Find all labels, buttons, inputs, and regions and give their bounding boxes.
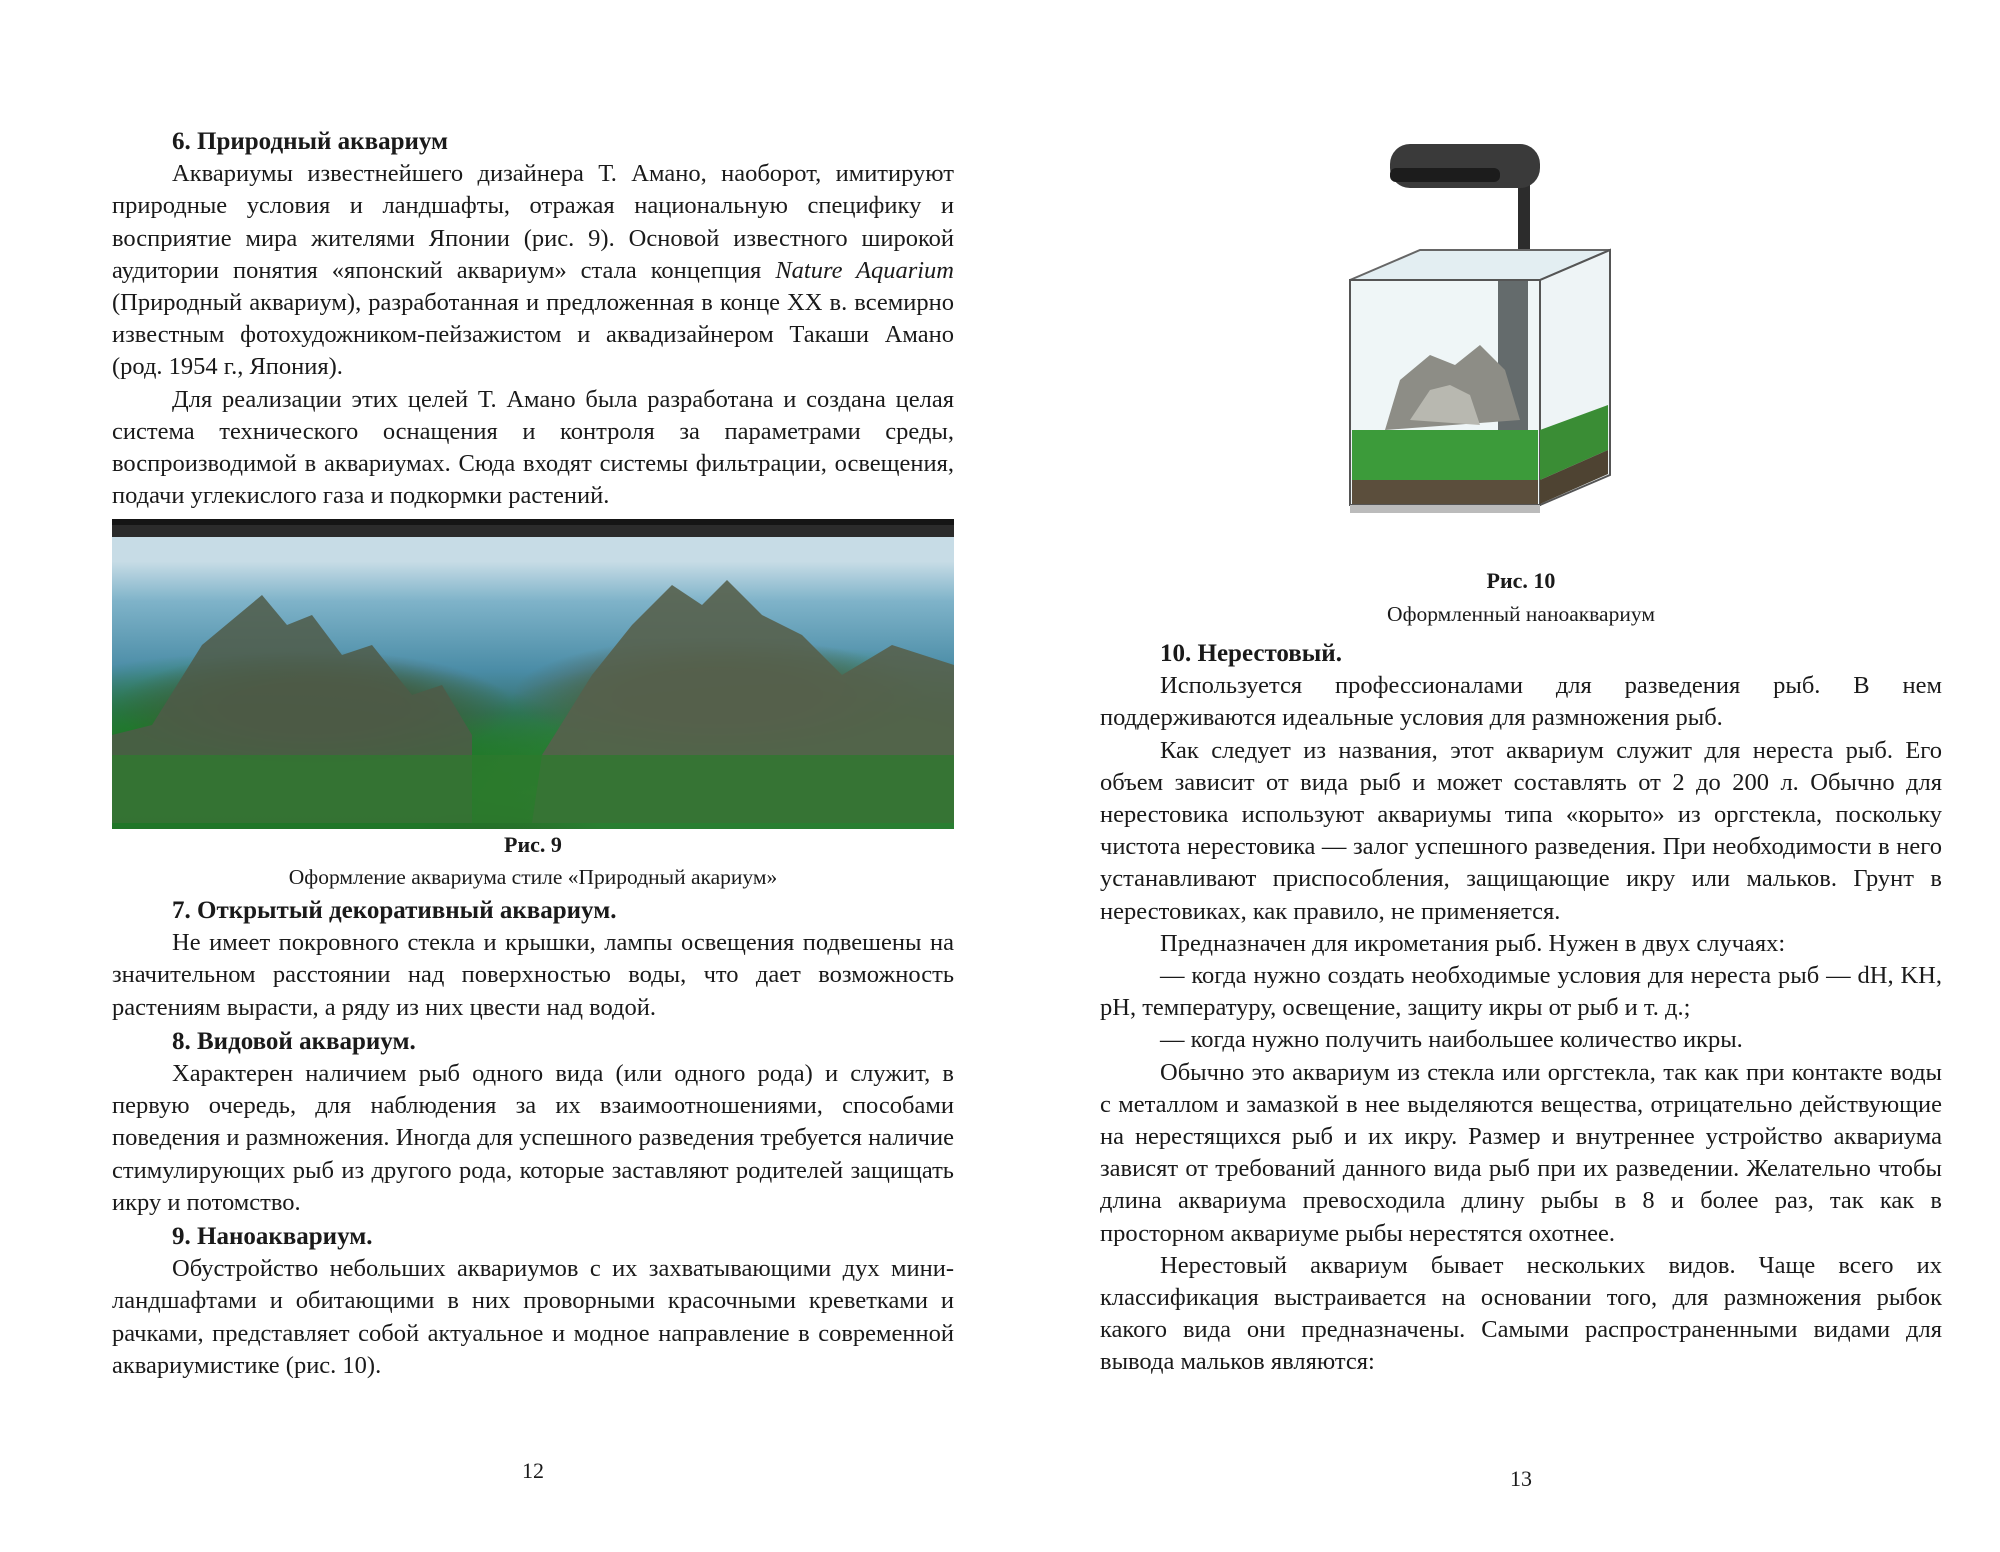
section-7-paragraph: Не имеет покровного стекла и крышки, лампы освещения подвешены на значительном расстоянии над поверхностью воды, что дает возможность растениям вырасти, а ряду из них цвести над водой. <box>112 929 954 1021</box>
figure-9-title: Рис. 9 <box>504 832 562 857</box>
figure-10-nano-aquarium-photo <box>1330 130 1630 530</box>
section-10-bullet-1: — когда нужно создать необходимые условия для нереста рыб — dH, KH, pH, температуру, освещение, защиту икры от рыб и т. д.; <box>1100 962 1942 1022</box>
base-shadow <box>1350 505 1540 513</box>
section-6-p1-text-b: (Природный аквариум), разработанная и предложенная в конце XX в. всемирно известным фотохудожником-пейзажистом и аквадизайнером Такаши Амано (род. 1954 г., Япония). <box>112 289 954 381</box>
aquascape-illustration <box>112 525 954 823</box>
section-8-heading: 8. Видовой аквариум. <box>172 1027 416 1055</box>
section-10-paragraph-5: Нерестовый аквариум бывает нескольких видов. Чаще всего их классификация выстраивается на основании того, для размножения рыбок какого вида они предназначены. Самыми распространенными видами для вывода мальков являются: <box>1100 1251 1942 1376</box>
lamp-bezel <box>1390 168 1500 182</box>
figure-9-aquascape-photo <box>112 519 954 829</box>
section-10 <box>1100 638 1942 1379</box>
section-6-paragraph-2: Для реализации этих целей Т. Амано была разработана и создана целая система технического оснащения и контроля за параметрами среды, воспроизводимой в аквариумах. Сюда входят системы фильтрации, освещения, подачи углекислого газа и подкормки растений. <box>112 385 954 510</box>
section-10-bullet-2: — когда нужно получить наибольшее количество икры. <box>1160 1026 1743 1054</box>
figure-9-caption: Оформление аквариума стиле «Природный акариум» <box>288 865 778 889</box>
page-number-right: 13 <box>1510 1466 1532 1491</box>
section-6-heading: 6. Природный аквариум <box>172 128 449 155</box>
section-6 <box>112 126 954 512</box>
section-9-heading: 9. Наноаквариум. <box>172 1223 373 1251</box>
section-10-paragraph-3: Предназначен для икрометания рыб. Нужен в двух случаях: <box>1160 929 1786 957</box>
section-9-paragraph: Обустройство небольших аквариумов с их захватывающими дух мини-ландшафтами и обитающими в них проворными красочными креветками и рачками, представляет собой актуальное и модное направление в современной аквариумистике (рис. 10). <box>112 1255 954 1379</box>
figure-10-title: Рис. 10 <box>1486 568 1556 593</box>
section-10-paragraph-2: Как следует из названия, этот аквариум служит для нереста рыб. Его объем зависит от вида рыб и может составлять от 2 до 200 л. Обычно для нерестовика используют аквариумы типа «корыто» из оргстекла, поскольку чистота нерестовика — залог успешного разведения. При необходимости в него устанавливают приспособления, защищающие икру или мальков. Грунт в нерестовиках, как правило, не применяется. <box>1100 736 1942 925</box>
right-page <box>1000 0 2000 1552</box>
section-6-p1-text-a: Аквариумы известнейшего дизайнера Т. Амано, наоборот, имитируют природные условия и ландшафты, отражая национальную специфику и восприятие мира жителями Японии (рис. 9). Основой известного широкой аудитории понятия «японский аквариум» стала концепция <box>112 160 954 284</box>
section-10-paragraph-4: Обычно это аквариум из стекла или оргстекла, так как при контакте воды с металлом и замазкой в нее выделяются вещества, отрицательно действующие на нерестящихся рыб и их икру. Размер и внутреннее устройство аквариума зависят от требований данного вида рыб при их разведении. Желательно чтобы длина аквариума превосходила длину рыбы в 8 и более раз, так как в просторном аквариуме рыбы нерестятся охотнее. <box>1100 1058 1942 1247</box>
nano-aquarium-illustration <box>1330 130 1630 530</box>
moss-carpet <box>1352 430 1538 480</box>
section-10-heading: 10. Нерестовый. <box>1160 640 1342 667</box>
section-7-heading: 7. Открытый декоративный аквариум. <box>172 897 617 924</box>
plant-carpet <box>112 755 954 823</box>
sections-7-9 <box>112 895 954 1382</box>
section-6-paragraph-1 <box>112 158 954 383</box>
page-number-left: 12 <box>522 1458 544 1483</box>
nature-aquarium-term: Nature Aquarium <box>775 256 954 284</box>
section-8-paragraph: Характерен наличием рыб одного вида (или одного рода) и служит, в первую очередь, для наблюдения за их взаимоотношениями, способами поведения и размножения. Иногда для успешного разведения требуется наличие стимулирующих рыб из другого рода, которые заставляют родителей защищать икру и потомство. <box>112 1060 954 1216</box>
figure-10-caption: Оформленный наноаквариум <box>1387 602 1655 626</box>
substrate <box>1352 480 1538 504</box>
section-10-paragraph-1: Используется профессионалами для разведения рыб. В нем поддерживаются идеальные условия для размножения рыб. <box>1100 672 1942 732</box>
